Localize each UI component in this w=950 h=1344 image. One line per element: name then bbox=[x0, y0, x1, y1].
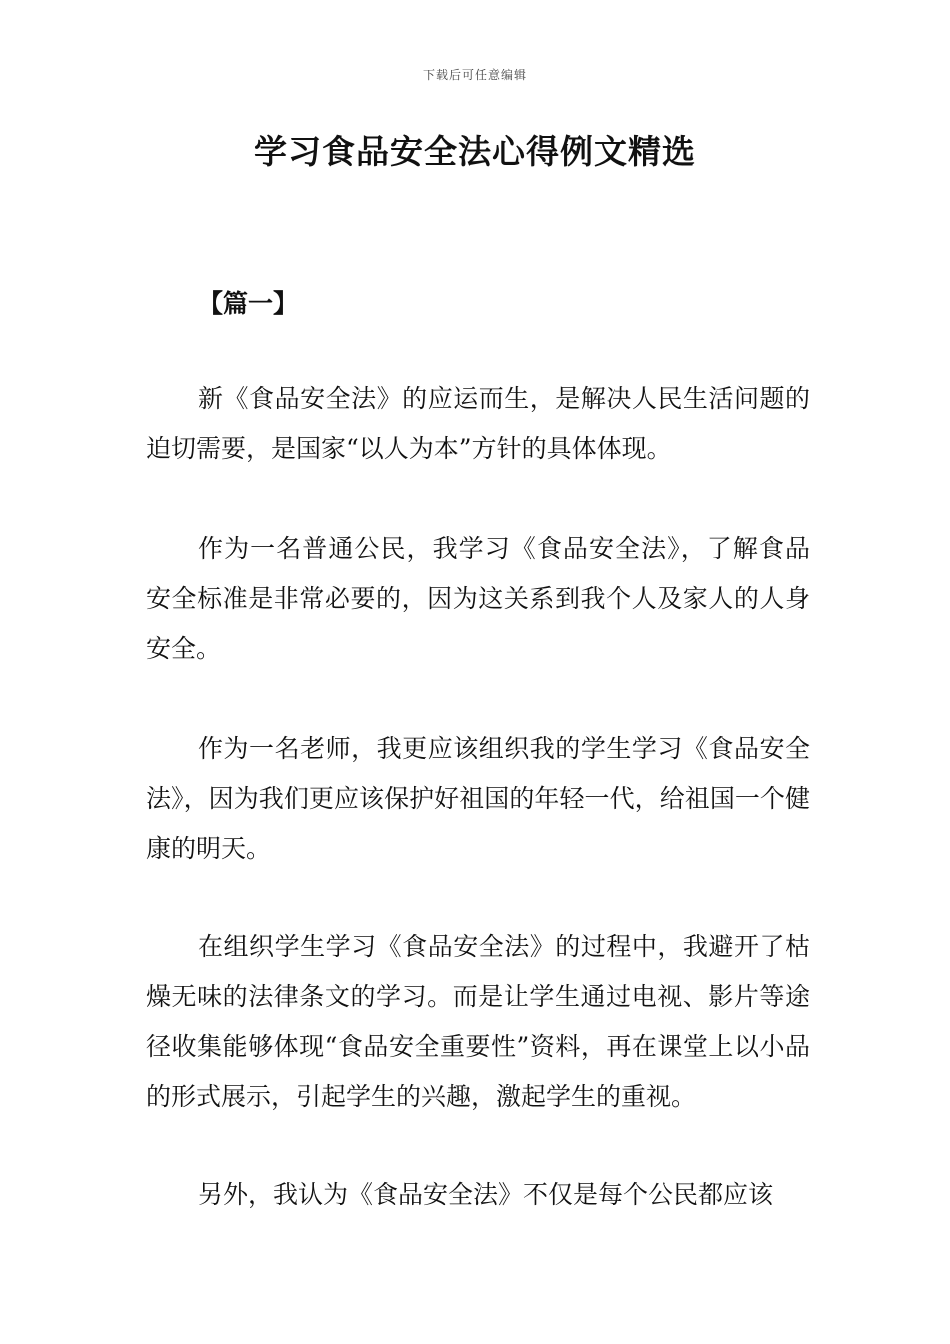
section-label: 【篇一】 bbox=[198, 289, 299, 318]
document-title: 学习食品安全法心得例文精选 bbox=[254, 132, 696, 171]
paragraph-5: 另外，我认为《食品安全法》不仅是每个公民都应该 bbox=[198, 1180, 774, 1209]
paragraph-1: 新《食品安全法》的应运而生，是解决人民生活问题的迫切需要，是国家“以人为本”方针的具体体现。 bbox=[146, 384, 810, 463]
paragraph-2: 作为一名普通公民，我学习《食品安全法》，了解食品安全标准是非常必要的，因为这关系到我个人及家人的人身安全。 bbox=[146, 534, 810, 663]
paragraph-4: 在组织学生学习《食品安全法》的过程中，我避开了枯燥无味的法律条文的学习。而是让学生通过电视、影片等途径收集能够体现“食品安全重要性”资料，再在课堂上以小品的形式展示，引起学生的兴趣，激起学生的重视。 bbox=[146, 932, 810, 1111]
paragraph-3: 作为一名老师，我更应该组织我的学生学习《食品安全法》，因为我们更应该保护好祖国的年轻一代，给祖国一个健康的明天。 bbox=[146, 734, 810, 863]
header-note: 下载后可任意编辑 bbox=[422, 68, 527, 82]
